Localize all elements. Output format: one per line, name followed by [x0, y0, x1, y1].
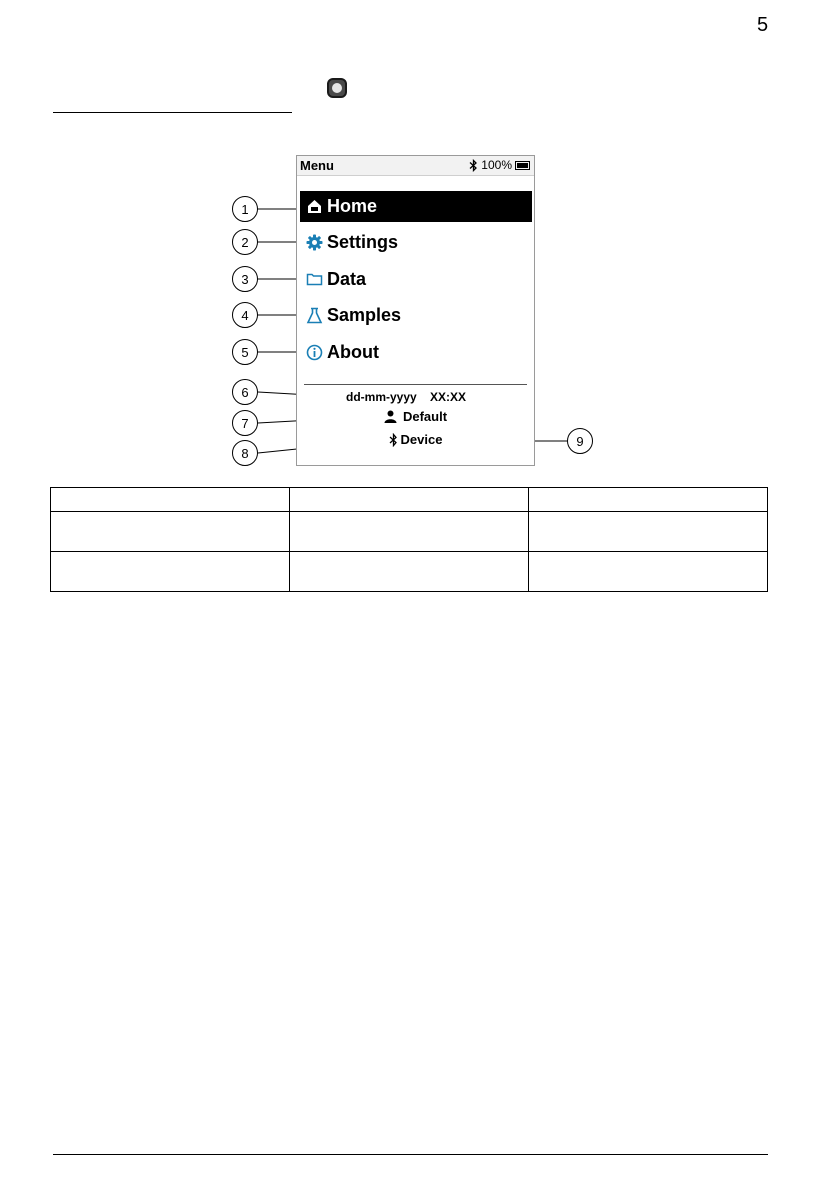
home-icon — [306, 198, 323, 215]
user-name: Default — [402, 409, 448, 424]
callout-2: 2 — [232, 229, 258, 255]
table-cell — [529, 512, 768, 552]
flask-icon — [306, 307, 323, 324]
callout-8: 8 — [232, 440, 258, 466]
legend-table — [50, 487, 768, 592]
device-name: Device — [400, 432, 443, 447]
callout-5: 5 — [232, 339, 258, 365]
status-indicators — [469, 158, 530, 172]
menu-item-samples[interactable] — [300, 300, 532, 331]
divider — [304, 384, 527, 385]
menu-item-settings[interactable] — [300, 227, 532, 258]
table-cell — [51, 552, 290, 592]
callout-7: 7 — [232, 410, 258, 436]
menu-item-data[interactable] — [300, 264, 532, 295]
table-cell — [290, 552, 529, 592]
battery-level: 100% — [481, 158, 512, 172]
footer-rule — [53, 1154, 768, 1155]
user-icon — [384, 410, 397, 423]
table-row — [51, 512, 768, 552]
menu-item-label: Settings — [327, 232, 399, 252]
page-number: 5 — [757, 14, 769, 36]
status-bar — [297, 156, 534, 176]
table-cell — [529, 552, 768, 592]
menu-item-label: Home — [327, 196, 378, 216]
table-row — [51, 552, 768, 592]
callout-6: 6 — [232, 379, 258, 405]
menu-item-home[interactable] — [300, 191, 532, 222]
bluetooth-icon — [389, 433, 398, 447]
menu-item-label: About — [327, 342, 379, 362]
gear-icon — [306, 234, 323, 251]
info-icon — [306, 344, 323, 361]
table-cell — [529, 488, 768, 512]
device-screen — [296, 155, 535, 466]
menu-item-about[interactable] — [300, 337, 532, 368]
callout-9: 9 — [567, 428, 593, 454]
table-row — [51, 488, 768, 512]
date-time: dd-mm-yyyy XX:XX — [346, 390, 467, 404]
table-cell — [51, 488, 290, 512]
connected-device[interactable] — [297, 432, 534, 447]
user-profile[interactable] — [297, 409, 534, 424]
table-cell — [290, 512, 529, 552]
folder-icon — [306, 271, 323, 288]
status-title: Menu — [300, 158, 334, 173]
callout-3: 3 — [232, 266, 258, 292]
bluetooth-icon — [469, 159, 478, 172]
callout-4: 4 — [232, 302, 258, 328]
table-cell — [290, 488, 529, 512]
table-cell — [51, 512, 290, 552]
callout-1: 1 — [232, 196, 258, 222]
menu-item-label: Samples — [327, 305, 402, 325]
battery-icon — [515, 161, 530, 170]
menu-item-label: Data — [327, 269, 367, 289]
